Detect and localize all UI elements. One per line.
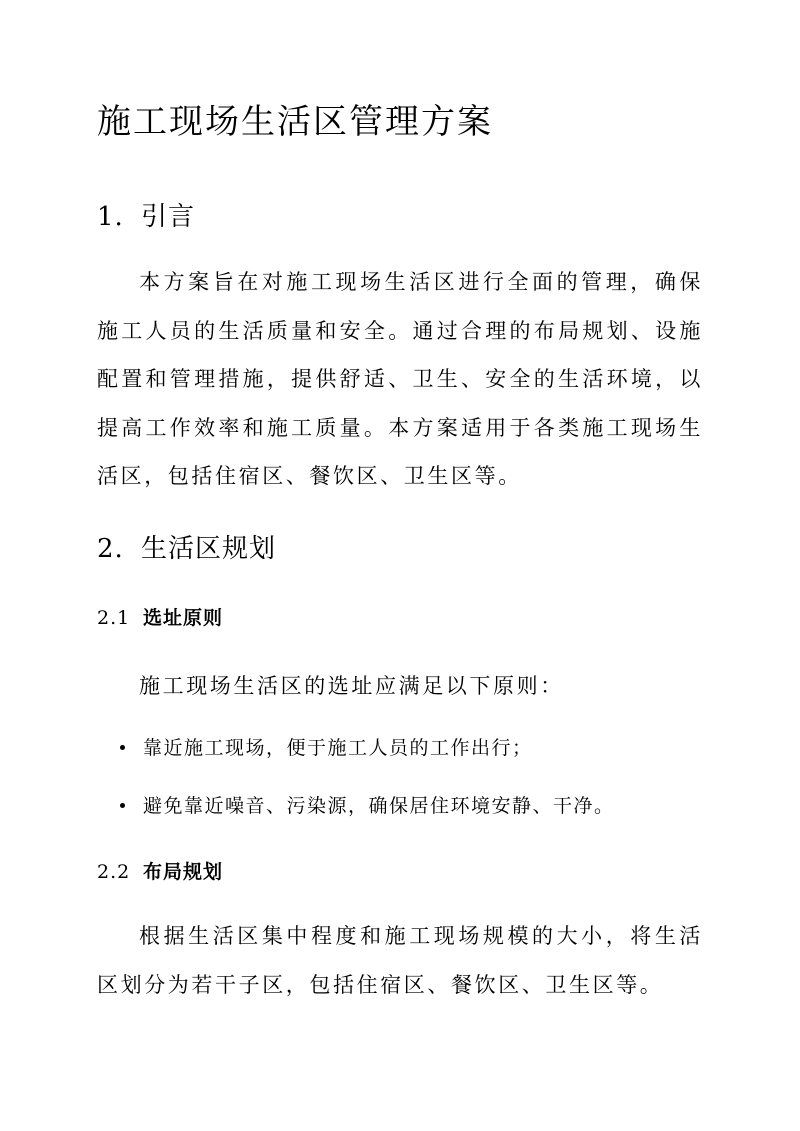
section-1-title: 引言 xyxy=(141,202,196,232)
document-title: 施工现场生活区管理方案 xyxy=(97,102,493,142)
section-2-number: 2. xyxy=(97,534,124,564)
section-1-number: 1. xyxy=(97,202,124,232)
subsection-2-2-paragraph: 根据生活区集中程度和施工现场规模的大小，将生活区划分为若干子区，包括住宿区、餐饮区、卫生区等。 xyxy=(97,924,703,997)
section-1-paragraph: 本方案旨在对施工现场生活区进行全面的管理，确保施工人员的生活质量和安全。通过合理的布局规划、设施配置和管理措施，提供舒适、卫生、安全的生活环境，以提高工作效率和施工质量。本方案适用于各类施工现场生活区，包括住宿区、餐饮区、卫生区等。 xyxy=(97,270,703,488)
section-2-title: 生活区规划 xyxy=(141,534,277,564)
bullet-icon xyxy=(120,803,125,808)
subsection-2-1-heading xyxy=(97,603,223,630)
subsection-2-2-heading xyxy=(97,857,223,884)
subsection-2-1-number: 2.1 xyxy=(97,607,131,629)
subsection-2-2-number: 2.2 xyxy=(97,861,131,883)
subsection-2-1-intro: 施工现场生活区的选址应满足以下原则： xyxy=(139,674,564,698)
subsection-2-2-title: 布局规划 xyxy=(143,861,224,883)
list-item-text: 靠近施工现场，便于施工人员的工作出行； xyxy=(143,737,533,759)
list-item-text: 避免靠近噪音、污染源，确保居住环境安静、干净。 xyxy=(143,795,615,817)
section-1-heading xyxy=(97,196,195,233)
section-2-heading xyxy=(97,528,276,565)
subsection-2-1-title: 选址原则 xyxy=(143,607,224,629)
bullet-icon xyxy=(120,745,125,750)
